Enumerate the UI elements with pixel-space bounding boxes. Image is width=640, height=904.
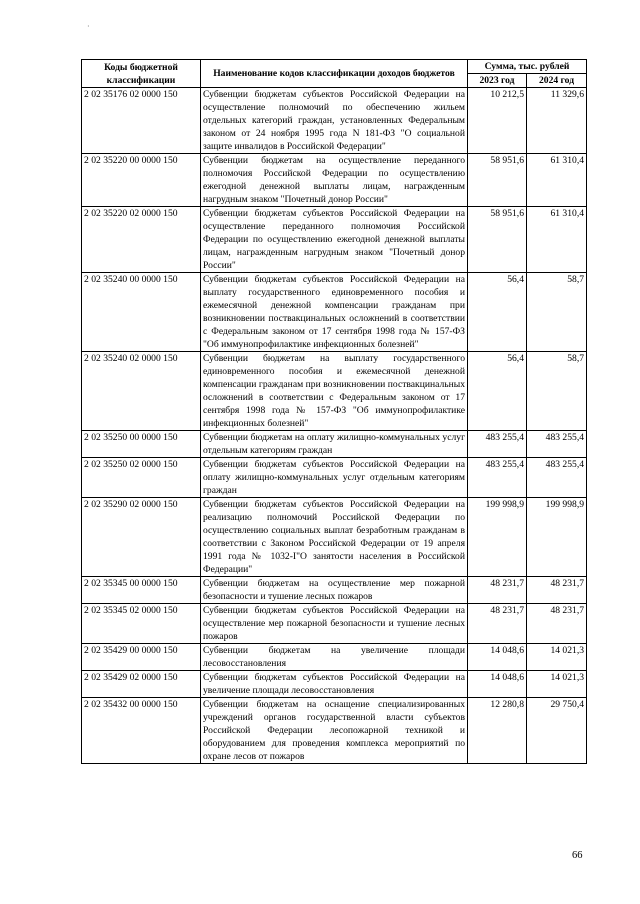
- header-year-2024: 2024 год: [527, 74, 587, 88]
- sum-2023: 14 048,6: [468, 671, 527, 698]
- sum-2023: 14 048,6: [468, 644, 527, 671]
- sum-2023: 12 280,8: [468, 698, 527, 764]
- sum-2023: 483 255,4: [468, 431, 527, 458]
- table-row: [82, 458, 587, 498]
- income-name: Субвенции бюджетам на осуществление мер пожарной безопасности и тушение лесных пожаров: [201, 577, 468, 604]
- sum-2024: 11 329,6: [527, 88, 587, 154]
- income-name: Субвенции бюджетам субъектов Российской Федерации на осуществление мер пожарной безопасности и тушение лесных пожаров: [201, 604, 468, 644]
- table-row: [82, 88, 587, 154]
- income-name: Субвенции бюджетам на оплату жилищно-коммунальных услуг отдельным категориям граждан: [201, 431, 468, 458]
- income-name: Субвенции бюджетам субъектов Российской Федерации на осуществление полномочий по обеспечению жильем отдельных категорий граждан, установленных Федеральным законом от 24 ноября 1995 года N 181-ФЗ "О социальной защите инвалидов в Российской Федерации": [201, 88, 468, 154]
- budget-code: 2 02 35176 02 0000 150: [82, 88, 201, 154]
- income-name: Субвенции бюджетам на осуществление переданного полномочия Российской Федерации по осуществлению ежегодной денежной выплаты лицам, награжденным нагрудным знаком "Почетный донор России": [201, 154, 468, 207]
- sum-2024: 483 255,4: [527, 458, 587, 498]
- header-codes: Коды бюджетной классификации: [82, 60, 201, 88]
- table-row: [82, 698, 587, 764]
- table-row: [82, 273, 587, 352]
- table-row: [82, 604, 587, 644]
- sum-2024: 58,7: [527, 352, 587, 431]
- table-row: [82, 154, 587, 207]
- sum-2023: 48 231,7: [468, 604, 527, 644]
- budget-code: 2 02 35345 00 0000 150: [82, 577, 201, 604]
- budget-code: 2 02 35429 02 0000 150: [82, 671, 201, 698]
- budget-code: 2 02 35429 00 0000 150: [82, 644, 201, 671]
- page-number: 66: [572, 850, 583, 861]
- sum-2023: 56,4: [468, 352, 527, 431]
- table-row: [82, 498, 587, 577]
- income-name: Субвенции бюджетам на выплату государственного единовременного пособия и ежемесячной денежной компенсации гражданам при возникновении поствакцинальных осложнений в соответствии с Федеральным законом от 17 сентября 1998 года № 157-ФЗ "Об иммунопрофилактике инфекционных болезней": [201, 352, 468, 431]
- budget-code: 2 02 35250 00 0000 150: [82, 431, 201, 458]
- sum-2024: 199 998,9: [527, 498, 587, 577]
- sum-2023: 58 951,6: [468, 154, 527, 207]
- income-name: Субвенции бюджетам субъектов Российской Федерации на увеличение площади лесовосстановления: [201, 671, 468, 698]
- budget-code: 2 02 35240 00 0000 150: [82, 273, 201, 352]
- header-year-2023: 2023 год: [468, 74, 527, 88]
- budget-code: 2 02 35250 02 0000 150: [82, 458, 201, 498]
- sum-2023: 10 212,5: [468, 88, 527, 154]
- budget-table: [81, 59, 587, 764]
- sum-2024: 48 231,7: [527, 577, 587, 604]
- sum-2024: 14 021,3: [527, 644, 587, 671]
- header-names: Наименование кодов классификации доходов бюджетов: [201, 60, 468, 88]
- table-row: [82, 352, 587, 431]
- income-name: Субвенции бюджетам на оснащение специализированных учреждений органов государственной власти субъектов Российской Федерации лесопожарной техникой и оборудованием для проведения комплекса мероприятий по охране лесов от пожаров: [201, 698, 468, 764]
- sum-2024: 61 310,4: [527, 154, 587, 207]
- table-row: [82, 207, 587, 273]
- sum-2024: 48 231,7: [527, 604, 587, 644]
- sum-2023: 483 255,4: [468, 458, 527, 498]
- sum-2023: 58 951,6: [468, 207, 527, 273]
- table-row: [82, 671, 587, 698]
- table-row: [82, 577, 587, 604]
- sum-2024: 29 750,4: [527, 698, 587, 764]
- budget-code: 2 02 35345 02 0000 150: [82, 604, 201, 644]
- sum-2024: 58,7: [527, 273, 587, 352]
- table-header: [82, 60, 587, 88]
- budget-code: 2 02 35240 02 0000 150: [82, 352, 201, 431]
- income-name: Субвенции бюджетам на увеличение площади лесовосстановления: [201, 644, 468, 671]
- income-name: Субвенции бюджетам субъектов Российской Федерации на оплату жилищно-коммунальных услуг отдельным категориям граждан: [201, 458, 468, 498]
- budget-code: 2 02 35220 02 0000 150: [82, 207, 201, 273]
- sum-2024: 483 255,4: [527, 431, 587, 458]
- budget-code: 2 02 35220 00 0000 150: [82, 154, 201, 207]
- table-row: [82, 431, 587, 458]
- income-name: Субвенции бюджетам субъектов Российской Федерации на выплату государственного единовременного пособия и ежемесячной денежной компенсации гражданам при возникновении поствакцинальных осложнений в соответствии с Федеральным законом от 17 сентября 1998 года № 157-ФЗ "Об иммунопрофилактике инфекционных болезней": [201, 273, 468, 352]
- sum-2023: 199 998,9: [468, 498, 527, 577]
- table-row: [82, 644, 587, 671]
- sum-2023: 48 231,7: [468, 577, 527, 604]
- sum-2024: 61 310,4: [527, 207, 587, 273]
- income-name: Субвенции бюджетам субъектов Российской Федерации на осуществление переданного полномочия Российской Федерации по осуществлению ежегодной денежной выплаты лицам, награжденным нагрудным знаком "Почетный донор России": [201, 207, 468, 273]
- scan-mark: ·: [87, 22, 90, 31]
- income-name: Субвенции бюджетам субъектов Российской Федерации на реализацию полномочий Российской Федерации по осуществлению социальных выплат безработным гражданам в соответствии с Законом Российской Федерации от 19 апреля 1991 года № 1032-I"О занятости населения в Российской Федерации": [201, 498, 468, 577]
- header-sum: Сумма, тыс. рублей: [468, 60, 587, 74]
- table-body: [82, 88, 587, 764]
- budget-code: 2 02 35432 00 0000 150: [82, 698, 201, 764]
- sum-2024: 14 021,3: [527, 671, 587, 698]
- sum-2023: 56,4: [468, 273, 527, 352]
- budget-code: 2 02 35290 02 0000 150: [82, 498, 201, 577]
